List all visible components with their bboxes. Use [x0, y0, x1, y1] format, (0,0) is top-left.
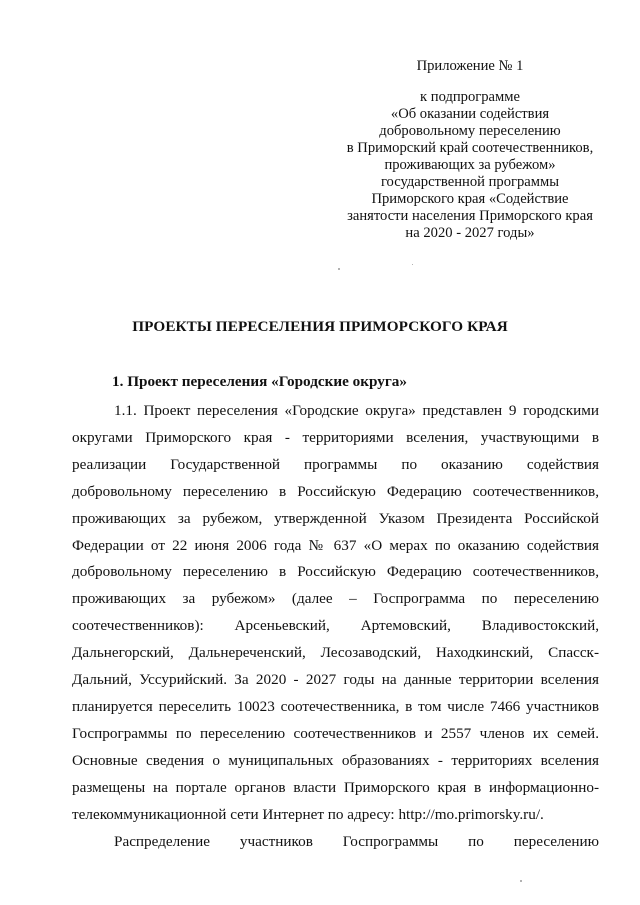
- next-paragraph-word: участников: [239, 832, 313, 850]
- appendix-block: [330, 58, 610, 242]
- next-paragraph-word: по: [468, 832, 484, 850]
- next-paragraph-word: Госпрограммы: [342, 832, 439, 850]
- paragraph-line: Основные сведения о муниципальных образованиях - территориях вселения: [72, 751, 599, 769]
- next-paragraph-line: [72, 829, 599, 856]
- paragraph-line: Федерации от 22 июня 2006 года № 637 «О мерах по оказанию содействия: [72, 536, 599, 554]
- paragraph-line: Дальний, Уссурийский. За 2020 - 2027 годы на данные территории вселения: [72, 671, 599, 689]
- next-paragraph-word: Распределение: [114, 832, 210, 850]
- paragraph-line: проживающих за рубежом, утвержденной Указом Президента Российской: [72, 509, 599, 527]
- paragraph-line: Дальнегорский, Дальнереченский, Лесозаводский, Находкинский, Спасск-: [72, 644, 599, 662]
- section-body: [72, 398, 599, 855]
- paragraph-line: планируется переселить 10023 соотечественника, в том числе 7466 участников: [72, 697, 599, 715]
- paragraph-line: соотечественников): Арсеньевский, Артемовский, Владивостокский,: [72, 617, 599, 635]
- paragraph-line: размещены на портале органов власти Приморского края в информационно-: [72, 778, 599, 796]
- appendix-line: в Приморский край соотечественников,: [346, 140, 594, 156]
- document-title: ПРОЕКТЫ ПЕРЕСЕЛЕНИЯ ПРИМОРСКОГО КРАЯ: [132, 318, 508, 335]
- appendix-line: к подпрограмме: [420, 89, 520, 105]
- paragraph-line: добровольному переселению в Российскую Федерацию соотечественников,: [72, 482, 599, 500]
- appendix-line: Приморского края «Содействие: [371, 191, 569, 207]
- appendix-title: Приложение № 1: [416, 58, 524, 74]
- appendix-line: занятости населения Приморского края: [347, 208, 593, 224]
- appendix-line: «Об оказании содействия: [390, 106, 550, 122]
- paragraph-line: Госпрограммы по переселению соотечественников и 2557 членов их семей.: [72, 724, 599, 742]
- paragraph-line: добровольному переселению в Российскую Федерацию соотечественников,: [72, 563, 599, 581]
- paragraph-line: реализации Государственной программы по оказанию содействия: [72, 455, 599, 473]
- paragraph-line: телекоммуникационной сети Интернет по адресу: http://mo.primorsky.ru/.: [72, 805, 544, 823]
- appendix-line: на 2020 - 2027 годы»: [405, 225, 535, 241]
- paragraph-line: округами Приморского края - территориями вселения, участвующими в: [72, 428, 599, 446]
- scan-speck: [412, 264, 413, 265]
- next-paragraph-word: переселению: [513, 832, 599, 850]
- scan-speck: [520, 880, 522, 882]
- appendix-line: государственной программы: [380, 174, 560, 190]
- section-heading: 1. Проект переселения «Городские округа»: [112, 373, 407, 390]
- appendix-line: добровольному переселению: [379, 123, 561, 139]
- appendix-line: проживающих за рубежом»: [384, 157, 556, 173]
- scan-speck: [338, 268, 340, 270]
- paragraph-line: проживающих за рубежом» (далее – Госпрограмма по переселению: [72, 590, 599, 608]
- paragraph-line: 1.1. Проект переселения «Городские округа» представлен 9 городскими: [114, 402, 599, 419]
